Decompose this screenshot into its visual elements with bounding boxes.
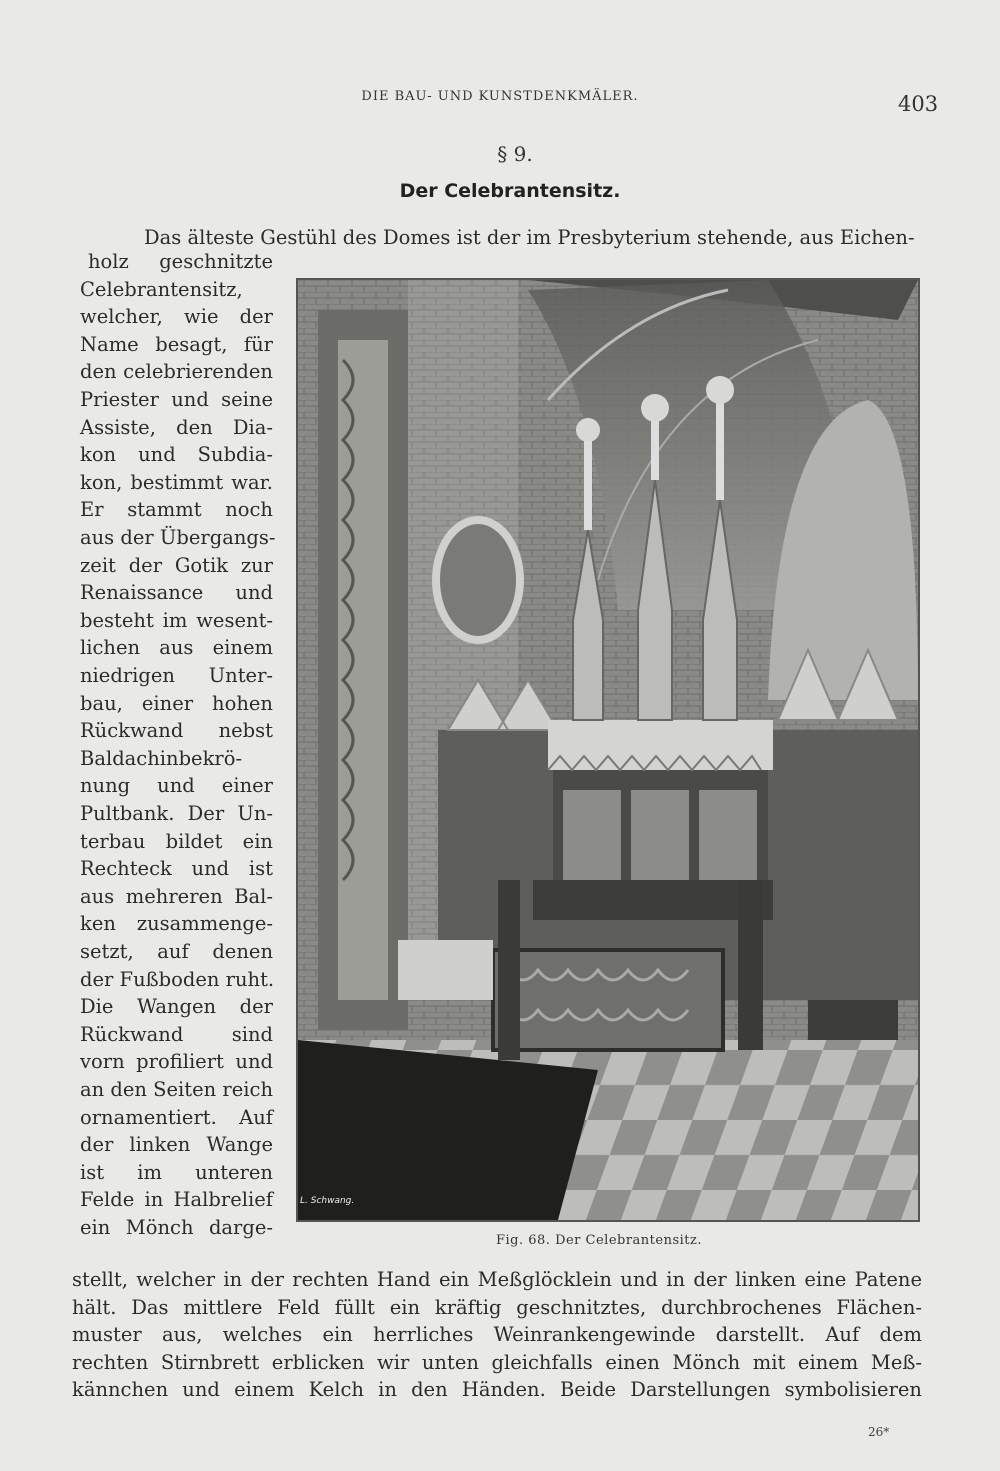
column-line: bau, einer hohen — [80, 691, 273, 715]
column-line: lichen aus einem — [80, 636, 273, 660]
column-line: besteht im wesent- — [80, 608, 273, 632]
column-line: der Fußboden ruht. — [80, 967, 275, 991]
column-line: niedrigen Unter- — [80, 664, 273, 687]
column-line: terbau bildet ein — [80, 829, 273, 853]
column-line: Felde in Halbrelief — [80, 1188, 273, 1212]
figure-caption: Fig. 68. Der Celebrantensitz. — [496, 1233, 703, 1248]
text-line: rechten Stirnbrett erblicken wir unten gleichfalls einen Mönch mit einem Meß- — [72, 1350, 922, 1374]
column-line: kon und Subdia- — [80, 443, 273, 467]
column-line: ist im unteren — [80, 1160, 273, 1184]
page-number: 403 — [898, 92, 939, 116]
column-line: den celebrierenden — [80, 360, 273, 384]
column-line: setzt, auf denen — [80, 940, 273, 963]
column-line: nung und einer — [80, 774, 273, 798]
column-line: an den Seiten reich — [80, 1078, 274, 1101]
column-line: Rechteck und ist — [80, 857, 273, 881]
column-line: Priester und seine — [80, 388, 273, 411]
column-line: kon, bestimmt war. — [80, 470, 273, 494]
text-line: muster aus, welches ein herrliches Weinrankengewinde darstellt. Auf dem — [72, 1323, 922, 1346]
column-line: Pultbank. Der Un- — [80, 802, 273, 825]
section-title: Der Celebrantensitz. — [399, 180, 621, 202]
column-line: Die Wangen der — [80, 995, 273, 1019]
column-line: Renaissance und — [80, 581, 273, 605]
column-line: holz geschnitzte — [88, 250, 273, 273]
column-line: aus mehreren Bal- — [80, 884, 273, 908]
column-line: Rückwand sind — [80, 1022, 273, 1046]
figure-photograph — [296, 278, 920, 1222]
column-line: aus der Übergangs- — [80, 526, 276, 549]
column-line: Rückwand nebst — [80, 719, 273, 743]
column-line: ornamentiert. Auf — [80, 1105, 273, 1129]
text-line: stellt, welcher in der rechten Hand ein Meßglöcklein und in der linken eine Patene — [72, 1268, 922, 1291]
photo-signature: L. Schwang. — [300, 1196, 355, 1206]
text-line: kännchen und einem Kelch in den Händen. Beide Darstellungen symbolisieren — [72, 1378, 922, 1401]
column-line: zeit der Gotik zur — [80, 553, 273, 577]
column-line: Baldachinbekrö- — [80, 746, 243, 770]
column-line: Assiste, den Dia- — [80, 415, 273, 439]
column-line: Name besagt, für — [80, 332, 273, 356]
column-line: Er stammt noch — [80, 498, 273, 522]
celebrant-seat-photo — [298, 280, 918, 1220]
column-line: ein Mönch darge- — [80, 1216, 273, 1239]
column-line: vorn profiliert und — [80, 1050, 273, 1074]
section-mark: § 9. — [497, 142, 533, 166]
running-head: DIE BAU- UND KUNSTDENKMÄLER. — [361, 89, 639, 104]
column-line: ken zusammenge- — [80, 912, 273, 936]
text-line: hält. Das mittlere Feld füllt ein kräftig geschnitztes, durchbrochenes Flächen- — [72, 1295, 922, 1319]
intro-line: Das älteste Gestühl des Domes ist der im Presbyterium stehende, aus Eichen- — [144, 226, 915, 249]
column-line: der linken Wange — [80, 1133, 273, 1157]
column-line: Celebrantensitz, — [80, 277, 243, 301]
signature-mark: 26* — [868, 1425, 890, 1439]
column-line: welcher, wie der — [80, 305, 273, 329]
